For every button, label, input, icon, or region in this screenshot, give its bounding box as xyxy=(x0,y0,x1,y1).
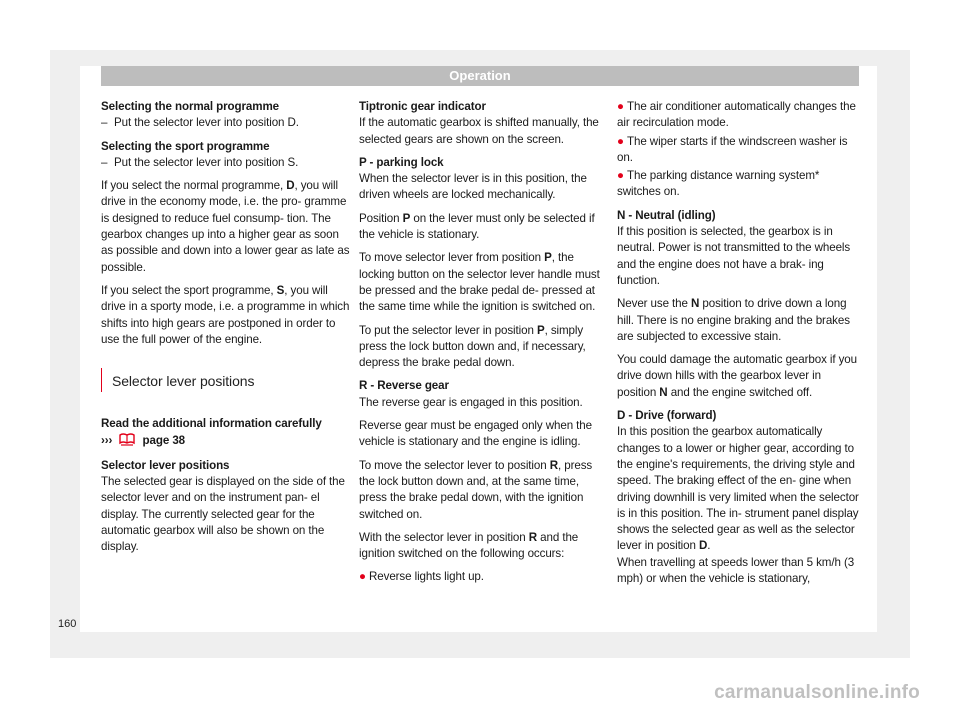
paragraph-p3: To move selector lever from position P, the locking button on the selector lever handle must be pressed and the brake pedal de- pressed at the same time while the ignition is switched on. xyxy=(359,251,600,314)
paragraph-p4: To put the selector lever in position P, simply press the lock button down and, if necessary, depress the brake pedal down. xyxy=(359,323,586,370)
paragraph-tiptronic: If the automatic gearbox is shifted manually, the selected gears are shown on the screen. xyxy=(359,116,599,146)
paragraph-p2: Position P on the lever must only be selected if the vehicle is stationary. xyxy=(359,211,595,242)
heading-drive: D - Drive (forward) xyxy=(617,409,717,423)
paragraph-sport: If you select the sport programme, S, you will drive in a sporty mode, i.e. a programme in which shifts into high gears are postponed in order to use the full power of the engine. xyxy=(101,283,350,346)
list-item: ● Reverse lights light up. xyxy=(359,569,609,585)
bullet-icon: ● xyxy=(359,570,366,584)
step-normal: – Put the selector lever into position D. xyxy=(101,116,299,130)
paragraph-r4: With the selector lever in position R and the ignition switched on the following occurs: xyxy=(359,530,579,561)
book-icon xyxy=(118,432,136,451)
paragraph-r1: The reverse gear is engaged in this position. xyxy=(359,395,583,409)
page-number: 160 xyxy=(58,618,77,630)
watermark: carmanualsonline.info xyxy=(714,682,920,703)
column-middle xyxy=(359,99,609,593)
heading-parking-lock: P - parking lock xyxy=(359,155,444,169)
paragraph-display: The selected gear is displayed on the side of the selector lever and on the instrument pan- el display. The currently selected gear for the automatic gearbox will also be shown on the display. xyxy=(101,475,345,554)
arrow-glyph: ››› xyxy=(101,434,113,448)
paragraph-d1: In this position the gearbox automatically changes to a lower or higher gear, according to the engine's requirements, the driving style and speed. The braking effect of the en- gine when driving downhill is very limited when the selector is in this position. The in- strument panel display shows the selected gear as well as the selector lever in position D. xyxy=(617,425,859,553)
paragraph-r2: Reverse gear must be engaged only when the vehicle is stationary and the engine is idling. xyxy=(359,419,592,449)
paragraph-p1: When the selector lever is in this position, the driven wheels are locked mechanically. xyxy=(359,172,587,202)
column-left xyxy=(101,99,353,563)
bullet-icon: ● xyxy=(617,169,624,183)
heading-selector-positions: Selector lever positions xyxy=(101,458,230,472)
paragraph-n3: You could damage the automatic gearbox if you drive down hills with the gearbox lever in position N and the engine switched off. xyxy=(617,353,857,399)
read-more-link[interactable] xyxy=(101,432,353,451)
heading-reverse: R - Reverse gear xyxy=(359,379,449,393)
page-header: Operation xyxy=(101,66,859,86)
bullet-icon: ● xyxy=(617,134,624,148)
list-item: ● The air conditioner automatically changes the air recirculation mode. xyxy=(617,100,856,130)
heading-sport-programme: Selecting the sport programme xyxy=(101,139,270,153)
section-title: Selector lever positions xyxy=(101,368,353,392)
paragraph-d2: When travelling at speeds lower than 5 km/h (3 mph) or when the vehicle is stationary, xyxy=(617,555,855,586)
list-item: ● The wiper starts if the windscreen washer is on. xyxy=(617,134,848,164)
paragraph-normal: If you select the normal programme, D, you will drive in the economy mode, i.e. the pro- gramme is designed to reduce fuel consump- tion. The gearbox changes up into a higher gear as soon as possible and down into a lower gear as late as possible. xyxy=(101,179,350,274)
heading-normal-programme: Selecting the normal programme xyxy=(101,100,280,113)
heading-tiptronic: Tiptronic gear indicator xyxy=(359,100,486,113)
step-sport: – Put the selector lever into position S. xyxy=(101,155,299,169)
page-reference: page 38 xyxy=(142,434,186,448)
paragraph-n1: If this position is selected, the gearbox is in neutral. Power is not transmitted to the wheels and the engine does not have a brak- ing function. xyxy=(617,225,851,287)
bullet-icon: ● xyxy=(617,100,624,113)
paragraph-r3: To move the selector lever to position R, press the lock button down and, at the same time, press the brake pedal down, with the ignition switched on. xyxy=(359,458,593,521)
heading-neutral: N - Neutral (idling) xyxy=(617,208,716,222)
column-right xyxy=(617,99,861,594)
list-item: ● The parking distance warning system* switches on. xyxy=(617,169,820,199)
paragraph-n2: Never use the N position to drive down a long hill. There is no engine braking and the brakes are subjected to excessive stain. xyxy=(617,297,850,343)
read-more-note: Read the additional information carefully xyxy=(101,417,322,431)
